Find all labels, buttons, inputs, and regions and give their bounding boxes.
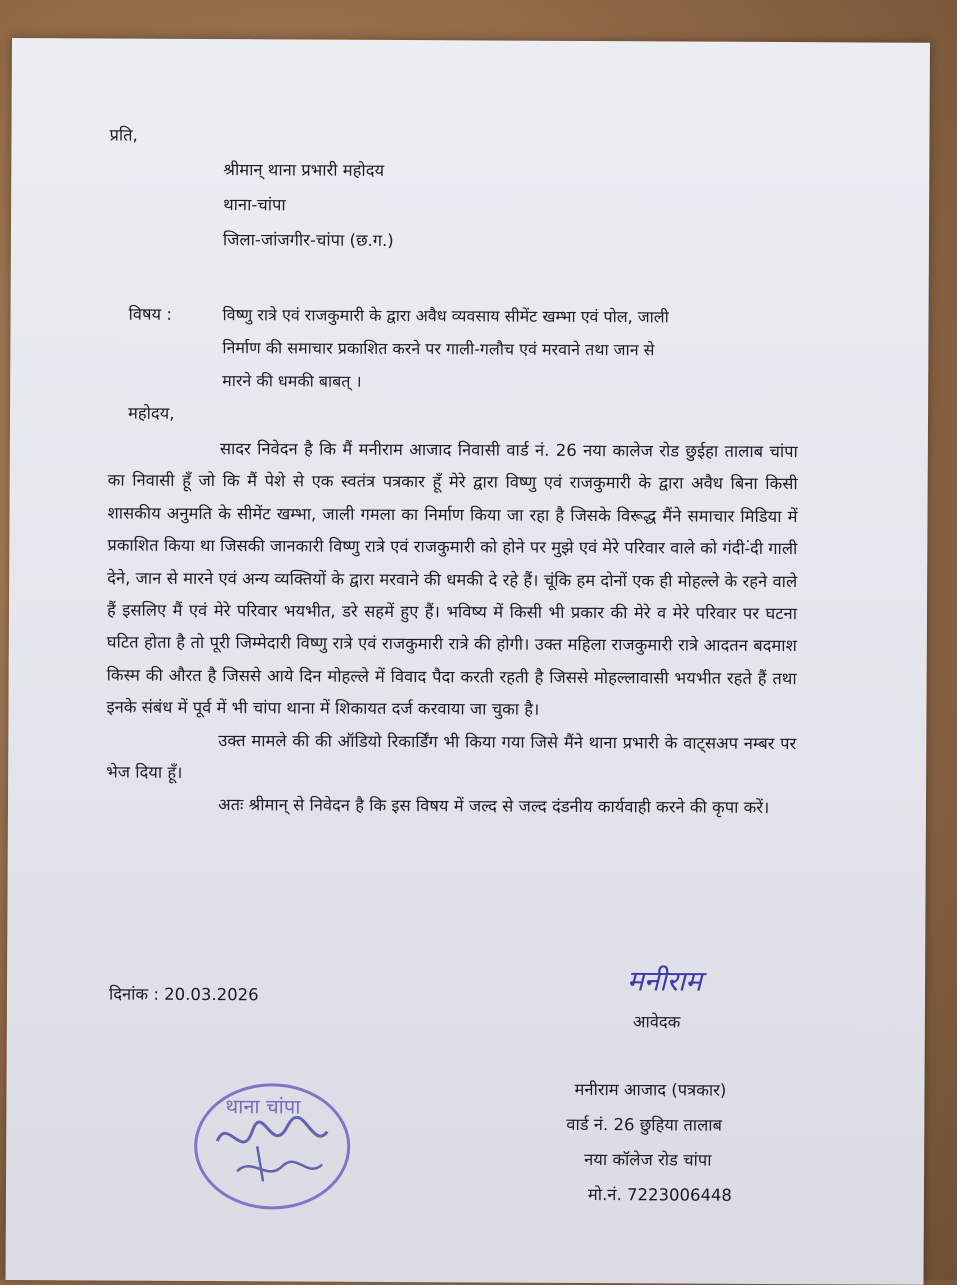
- letter-paper: [5, 38, 929, 1285]
- addressee-line-1: श्रीमान् थाना प्रभारी महोदय: [223, 160, 385, 180]
- subject-line-2: निर्माण की समाचार प्रकाशित करने पर गाली-गलौच एवं मरवाने तथा जान से: [222, 338, 655, 360]
- police-station-stamp: [194, 1083, 351, 1210]
- stamp-scribble-icon: [197, 1086, 348, 1207]
- addressee-line-3: जिला-जांजगीर-चांपा (छ.ग.): [222, 230, 394, 251]
- sender-ward: वार्ड नं. 26 छुहिया तालाब: [566, 1114, 723, 1135]
- letter-body: [106, 433, 798, 825]
- date-line: [109, 984, 259, 1007]
- sender-road: नया कॉलेज रोड चांपा: [584, 1150, 712, 1170]
- stamp-text: थाना चांपा: [225, 1094, 301, 1119]
- date-value: 20.03.2026: [164, 984, 259, 1005]
- addressee-line-2: थाना-चांपा: [223, 195, 286, 215]
- subject-line-3: मारने की धमकी बाबत् ।: [222, 371, 362, 391]
- paragraph-1: सादर निवेदन है कि मैं मनीराम आजाद निवासी वार्ड नं. 26 नया कालेज रोड छुईहा तालाब चांपा का निवासी हूँ जो कि मैं पेशे से एक स्वतंत्र पत्रकार हूँ मेरे द्वारा विष्णु एवं राजकुमारी के द्वारा अवैध बिना किसी शासकीय अनुमति के सीमेंट खम्भा, जाली गमला का निर्माण किया जा रहा है जिसके विरूद्ध मैंने समाचार मिडिया में प्रकाशित किया था जिसकी जानकारी विष्णु रात्रे एवं राजकुमारी को होने पर मुझे एवं मेरे परिवार वाले को गंदी-ंदी गाली देने, जान से मारने एवं अन्य व्यक्तियों के द्वारा मरवाने की धमकी दे रहे हैं। चूंकि हम दोनों एक ही मोहल्ले के रहने वाले हैं इसलिए मैं एवं मेरे परिवार भयभीत, डरे सहमें हुए हैं। भविष्य में किसी भी प्रकार की मेरे व मेरे परिवार पर घटना घटित होता है तो पूरी जिम्मेदारी विष्णु रात्रे एवं राजकुमारी रात्रे की होगी। उक्त महिला राजकुमारी रात्रे आदतन बदमाश किस्म की औरत है जिससे आये दिन मोहल्ले में विवाद पैदा करती रहती है जिससे मोहल्लावासी भयभीत रहते हैं तथा इनके संबंध में पूर्व में भी चांपा थाना में शिकायत दर्ज करवाया जा चुका है।: [106, 439, 798, 720]
- sender-phone: मो.नं. 7223006448: [587, 1185, 733, 1205]
- paragraph-3: अतः श्रीमान् से निवेदन है कि इस विषय में जल्द से जल्द दंडनीय कार्यवाही करने की कृपा करें।: [217, 795, 770, 818]
- paragraph-2: उक्त मामले की की ऑडियो रिकार्डिंग भी किया गया जिसे मैंने थाना प्रभारी के वाट्सअप नम्बर पर भेज दिया हूँ।: [106, 730, 797, 782]
- greeting: महोदय,: [127, 403, 175, 423]
- date-label: दिनांक :: [108, 984, 159, 1004]
- applicant-label: आवेदक: [632, 1012, 681, 1032]
- sender-name: मनीराम आजाद (पत्रकार): [574, 1079, 727, 1100]
- salutation-to: प्रति,: [109, 125, 138, 145]
- subject-line-1: विष्णु रात्रे एवं राजकुमारी के द्वारा अवैध व्यवसाय सीमेंट खम्भा एवं पोल, जाली: [222, 305, 669, 327]
- subject-label: विषय :: [128, 304, 172, 324]
- applicant-signature: मनीराम: [626, 964, 703, 998]
